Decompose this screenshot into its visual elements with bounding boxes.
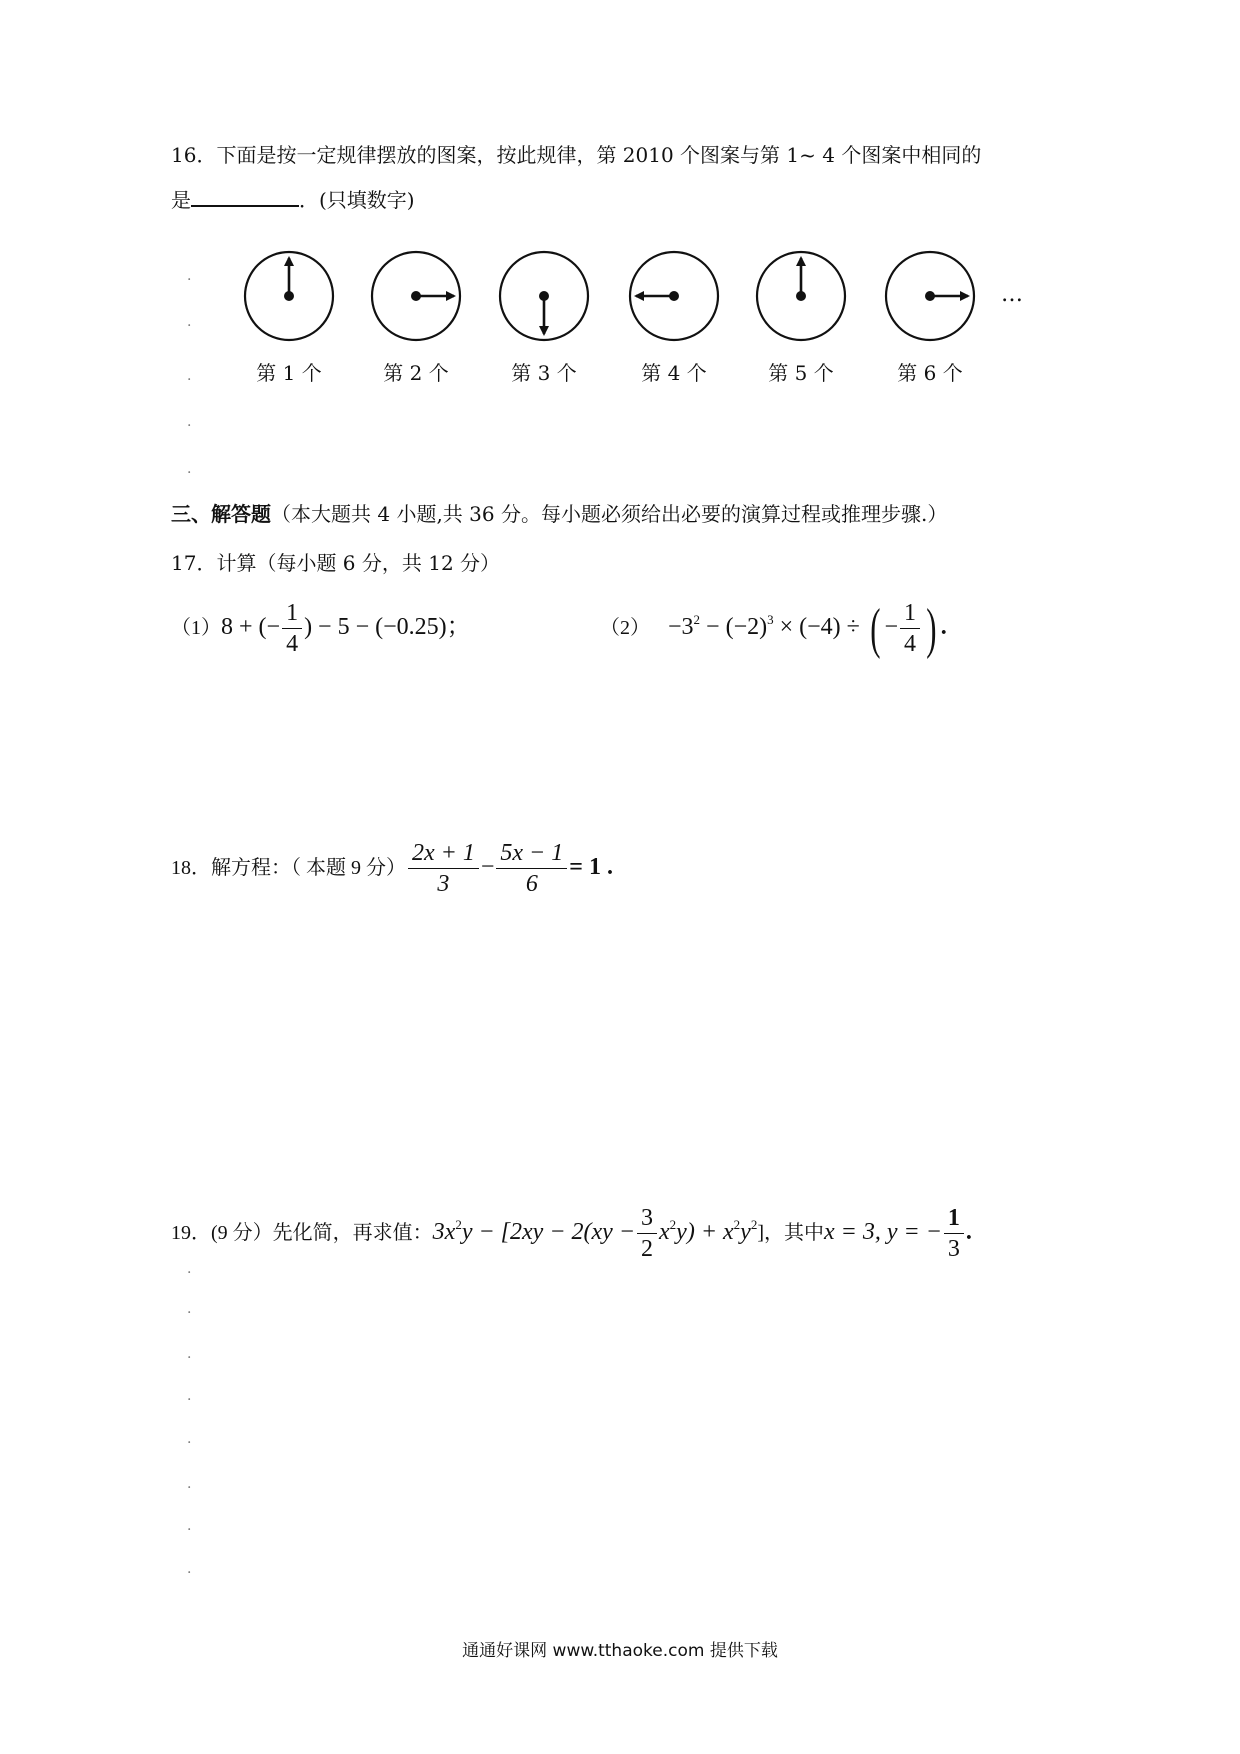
q19-expr-f: ]，其中 [757,1222,824,1245]
q18-f2-num: 5x − 1 [496,840,567,869]
q17-p2-neg: − [884,614,899,641]
margin-dot: · [187,1265,192,1281]
q19-frac-num: 3 [637,1205,657,1234]
q19-cond-den: 3 [947,1236,960,1262]
q19-exp: 2 [733,1217,741,1233]
q19-expr-e: y [740,1219,751,1246]
q17-p2-a: −3 [668,614,694,641]
q17-p2-num: 1 [900,600,920,629]
ellipsis: … [1001,282,1023,307]
pattern-figures [0,0,1240,420]
margin-dot: · [187,272,192,288]
pattern-figure-4 [630,252,718,340]
q19-title: 19．(9 分）先化简，再求值： [171,1222,433,1245]
q17-part1 [171,600,471,657]
margin-dot: · [187,1305,192,1321]
q19-frac [637,1205,657,1262]
margin-dot: · [187,1480,192,1496]
pattern-figure-5 [757,252,845,340]
figure-label-2: 第 2 个 [383,361,449,385]
q17-p1-den: 4 [286,631,299,657]
q19-expr-b: y − [2xy − 2(xy − [461,1219,636,1246]
q19-cond-end: . [965,1219,972,1246]
q17-p2-c: × (−4) ÷ [773,614,866,641]
q17-p2-den: 4 [904,631,917,657]
q16-line1: 16．下面是按一定规律摆放的图案，按此规律，第 2010 个图案与第 1~ 4 个图案中相同的 [171,143,982,167]
q18-title: 18．解方程：（ 本题 9 分） [171,857,406,880]
margin-dot: · [187,418,192,434]
margin-dot: · [187,1350,192,1366]
footer: 通通好课网 www.tthaoke.com 提供下载 [462,1641,778,1661]
q19-expr-a: 3x [432,1219,456,1246]
q17-part2 [600,597,947,660]
section-header [171,502,947,526]
figure-label-4: 第 4 个 [641,361,707,385]
q19-expr-d: y) + x [676,1219,734,1246]
margin-dot: · [187,1435,192,1451]
q16-line2-post: ．(只填数字) [299,188,415,212]
figure-center-dot [539,291,549,301]
q18 [171,840,613,897]
q17-p1-b: ) − 5 − (−0.25)； [304,614,471,641]
q18-frac2 [496,840,567,897]
q19-exp: 2 [669,1217,677,1233]
figure-label-3: 第 3 个 [511,361,577,385]
q19-exp: 2 [750,1217,758,1233]
q18-minus: − [480,854,495,881]
q17-p2-fraction [900,600,920,657]
pattern-figure-6 [886,252,974,340]
q18-rhs: = 1 . [569,854,613,881]
figure-label-1: 第 1 个 [256,361,322,385]
q19 [171,1205,972,1262]
margin-dot: · [187,1522,192,1538]
figure-center-dot [284,291,294,301]
q19-frac-den: 2 [641,1236,654,1262]
section-desc: （本大题共 4 小题,共 36 分。每小题必须给出必要的演算过程或推理步骤.） [271,502,948,526]
q18-f1-den: 3 [437,871,450,897]
right-paren: ) [926,597,937,660]
q17-title: 17．计算（每小题 6 分，共 12 分） [171,551,501,575]
q17-p1-num: 1 [282,600,302,629]
q18-f2-den: 6 [525,871,538,897]
q18-f1-num: 2x + 1 [408,840,479,869]
pattern-figure-3 [500,252,588,340]
figure-label-6: 第 6 个 [897,361,963,385]
q18-frac1 [408,840,479,897]
margin-dot: · [187,1565,192,1581]
q17-p1-label: （1） [171,617,221,640]
figure-center-dot [925,291,935,301]
figure-center-dot [669,291,679,301]
pattern-figure-1 [245,252,333,340]
q16-line2-pre: 是 [171,188,191,212]
q19-expr-c: x [659,1219,670,1246]
left-paren: ( [870,597,881,660]
figure-center-dot [411,291,421,301]
q17-p2-exp2: 3 [767,612,774,628]
q17-p1-fraction [282,600,302,657]
q17-p2-b: − (−2) [700,614,768,641]
q17-p2-end: . [940,614,947,641]
q17-p2-label: （2） [600,617,650,640]
section-title: 三、解答题 [171,502,271,526]
pattern-figure-2 [372,252,460,340]
q17-p1-a: 8 + (− [221,614,281,641]
margin-dot: · [187,318,192,334]
margin-dot: · [187,372,192,388]
figure-center-dot [796,291,806,301]
figure-label-5: 第 5 个 [768,361,834,385]
margin-dot: · [187,1392,192,1408]
margin-dot: · [187,465,192,481]
q19-cond-num: 1 [944,1205,964,1234]
q19-cond: x = 3, y = − [824,1219,942,1246]
q17-p2-exp1: 2 [693,612,701,628]
q19-cond-frac [944,1205,964,1262]
q19-exp: 2 [455,1217,462,1233]
